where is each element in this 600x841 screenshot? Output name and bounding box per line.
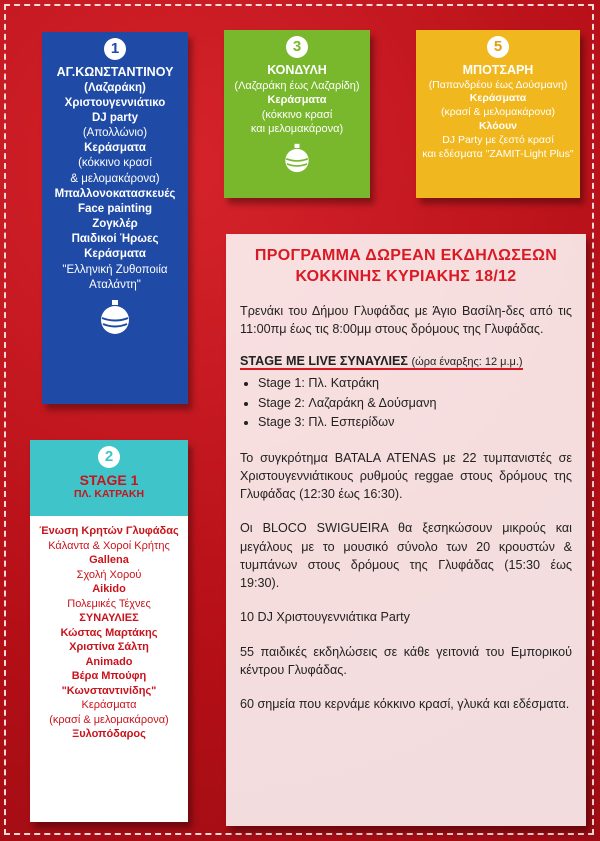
dj-paragraph: 10 DJ Χριστουγεννιάτικα Party: [240, 610, 410, 625]
card-number: 2: [98, 446, 120, 468]
card-line: Κώστας Μαρτάκης: [60, 626, 158, 639]
card-line: Χριστίνα Σάλτη: [69, 641, 149, 654]
card-title: ΑΓ.ΚΩΝΣΤΑΝΤΙΝΟΥ: [56, 65, 174, 79]
stage-item: • Stage 1: Πλ. Κατράκη: [258, 374, 572, 394]
card-line: (κρασί & μελομακάρονα): [440, 106, 556, 119]
card-botsari: [416, 30, 580, 198]
card-line: και μελομακάρονα): [250, 123, 344, 136]
card-number: 3: [286, 36, 308, 58]
card-lines: [224, 62, 370, 137]
card-line: Πολεμικές Τέχνες: [67, 597, 151, 610]
card-line: Σχολή Χορού: [76, 568, 142, 581]
christmas-ornament-icon: [97, 299, 133, 335]
card-line: Ένωση Κρητών Γλυφάδας: [39, 525, 179, 537]
card-stage-1: [30, 440, 188, 822]
stage-item: • Stage 3: Πλ. Εσπερίδων: [258, 413, 572, 433]
stage-heading: [240, 354, 523, 370]
card-title: STAGE 1: [79, 472, 139, 488]
card-line: Βέρα Μπούφη: [71, 670, 147, 683]
stage-list: [240, 374, 572, 433]
card-agios-konstantinos: [42, 32, 188, 404]
card-lines: [42, 64, 188, 293]
card-line: Χριστουγεννιάτικο: [64, 96, 166, 109]
stage-heading-text: STAGE ME LIVE ΣΥΝΑΥΛΙΕΣ: [240, 354, 408, 369]
card-line: (Λαζαράκη έως Λαζαρίδη): [234, 79, 360, 92]
card-line: "Κωνσταντινίδης": [61, 684, 157, 697]
wine-paragraph: 60 σημεία που κερνάμε κόκκινο κρασί, γλυκά και εδέσματα.: [240, 697, 570, 712]
kids-paragraph: 55 παιδικές εκδηλώσεις σε κάθε γειτονιά του Εμπορικού κέντρου Γλυφάδας.: [240, 644, 572, 677]
card-line: Αταλάντη": [89, 278, 141, 291]
card-line: Κλόουν: [478, 120, 518, 133]
card-line: (κόκκινο κρασί: [78, 157, 152, 170]
card-line: ΣΥΝΑΥΛΙΕΣ: [79, 612, 139, 625]
card-line: (κρασί & μελομακάρονα): [49, 713, 169, 726]
card-line: Κεράσματα: [84, 248, 146, 261]
card-title: ΜΠΟΤΣΑΡΗ: [462, 63, 534, 77]
program-title: ΠΡΟΓΡΑΜΜΑ ΔΩΡΕΑΝ ΕΚΔΗΛΩΣΕΩΝ: [254, 247, 558, 264]
stage-header: [240, 354, 572, 374]
card-number: 5: [487, 36, 509, 58]
train-paragraph: Τρενάκι του Δήμου Γλυφάδας με Άγιο Βασίλη-δες από τις 11:00πμ έως τις 8:00μμ στους δρόμους της Γλυφάδας.: [240, 303, 572, 336]
card-lines: [30, 516, 188, 742]
program-subtitle: ΚΟΚΚΙΝΗΣ ΚΥΡΙΑΚΗΣ 18/12: [295, 267, 517, 285]
card-line: Κεράσματα: [84, 142, 146, 155]
card-number: 1: [104, 38, 126, 60]
card-line: "Ελληνική Ζυθοποιία: [62, 263, 168, 276]
program-panel: [226, 234, 586, 826]
card-line: Μπαλλονοκατασκευές: [54, 187, 176, 200]
card-subtitle: ΠΛ. ΚΑΤΡΑΚΗ: [73, 488, 145, 500]
card-line: και εδέσματα "ZAMIT-Light Plus": [422, 147, 574, 160]
card-line: Κεράσματα: [469, 92, 527, 105]
card-line: DJ Party με ζεστό κρασί: [442, 133, 554, 146]
stage-item: • Stage 2: Λαζαράκη & Δούσμανη: [258, 394, 572, 414]
card-line: Face painting: [77, 202, 153, 215]
card-line: DJ party: [91, 111, 139, 124]
card-line: Παιδικοί Ήρωες: [71, 233, 159, 246]
card-line: Ξυλοπόδαρος: [72, 728, 146, 741]
card-line: Aikido: [92, 583, 126, 596]
card-line: (Λαζαράκη): [84, 81, 146, 94]
card-line: (Απολλώνιο): [82, 127, 148, 140]
card-line: (κόκκινο κρασί: [261, 108, 333, 121]
batala-paragraph: Το συγκρότημα BATALA ATENAS με 22 τυμπανιστές σε Χριστουγεννιάτικους ρυθμούς reggae στους δρόμους της Γλυφάδας (12:30 έως 16:30).: [240, 450, 572, 502]
card-line: & μελομακάρονα): [70, 172, 160, 185]
christmas-ornament-icon: [282, 143, 312, 173]
card-lines: [416, 62, 580, 162]
card-line: Κεράσματα: [267, 94, 327, 107]
card-line: Κάλαντα & Χοροί Κρήτης: [48, 539, 170, 552]
card-line: Gallena: [89, 554, 129, 567]
card-line: Κεράσματα: [81, 699, 137, 712]
stage-start-time: (ώρα έναρξης: 12 μ.μ.): [411, 356, 523, 369]
card-header: [30, 440, 188, 516]
card-line: Ζογκλέρ: [92, 218, 138, 231]
card-kondyli: [224, 30, 370, 198]
card-line: (Παπανδρέου έως Δούσμανη): [428, 78, 568, 91]
bloco-paragraph: Οι BLOCO SWIGUEIRA θα ξεσηκώσουν μικρούς και μεγάλους με το μουσικό σύνολο των 20 κρουστών & τυμπάνων στους δρόμους της Γλυφάδας (15:30 έως 19:30).: [240, 521, 572, 591]
card-line: Animado: [85, 655, 133, 668]
card-title: ΚΟΝΔΥΛΗ: [267, 63, 327, 77]
